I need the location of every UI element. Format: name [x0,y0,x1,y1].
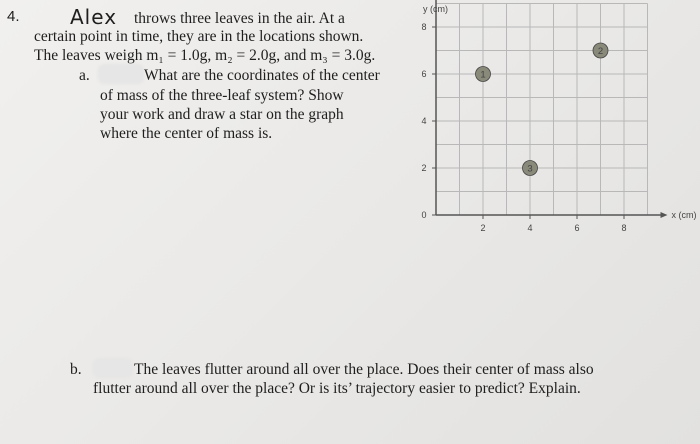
leaf-point-label: 1 [480,69,486,81]
part-a-line-1: What are the coordinates of the center [144,67,380,84]
y-tick-label: 4 [421,116,427,126]
student-name: Alex [70,5,118,29]
part-a-line-2: of mass of the three-leaf system? Show [100,87,344,104]
part-b-label: b. [70,361,82,378]
intro-line-3: The leaves weigh m₁ = 1.0g, m₂ = 2.0g, and m₃ = 3.0g. [34,47,376,64]
axes [432,0,668,219]
intro-line-2: certain point in time, they are in the locations shown. [34,28,364,45]
question-number: 4. [7,8,20,25]
y-tick-label: 0 [421,210,427,220]
x-tick-label: 2 [480,223,486,233]
leaf-point-label: 2 [597,46,604,57]
part-b-line-1: The leaves flutter around all over the place. Does their center of mass also [134,361,594,378]
x-tick-label: 8 [621,223,627,233]
data-points [476,43,609,176]
intro-line-1: throws three leaves in the air. At a [134,10,345,27]
x-axis-label: x (cm) [671,210,697,220]
part-a-label: a. [79,67,90,84]
part-a-line-4: where the center of mass is. [100,125,273,142]
x-axis-arrow [661,212,668,218]
part-b-line-2: flutter around all over the place? Or is its’ trajectory easier to predict? Explain. [93,380,581,397]
part-a-line-3: your work and draw a star on the graph [100,106,344,123]
leaf-point-label: 3 [527,163,533,175]
y-tick-label: 8 [421,22,427,32]
tick-labels [421,4,696,233]
x-tick-label: 6 [574,223,580,233]
y-tick-label: 6 [421,69,427,79]
y-axis-label: y (cm) [423,4,448,14]
y-tick-label: 2 [421,163,427,173]
grid-lines [436,4,648,216]
x-tick-label: 4 [527,223,533,233]
